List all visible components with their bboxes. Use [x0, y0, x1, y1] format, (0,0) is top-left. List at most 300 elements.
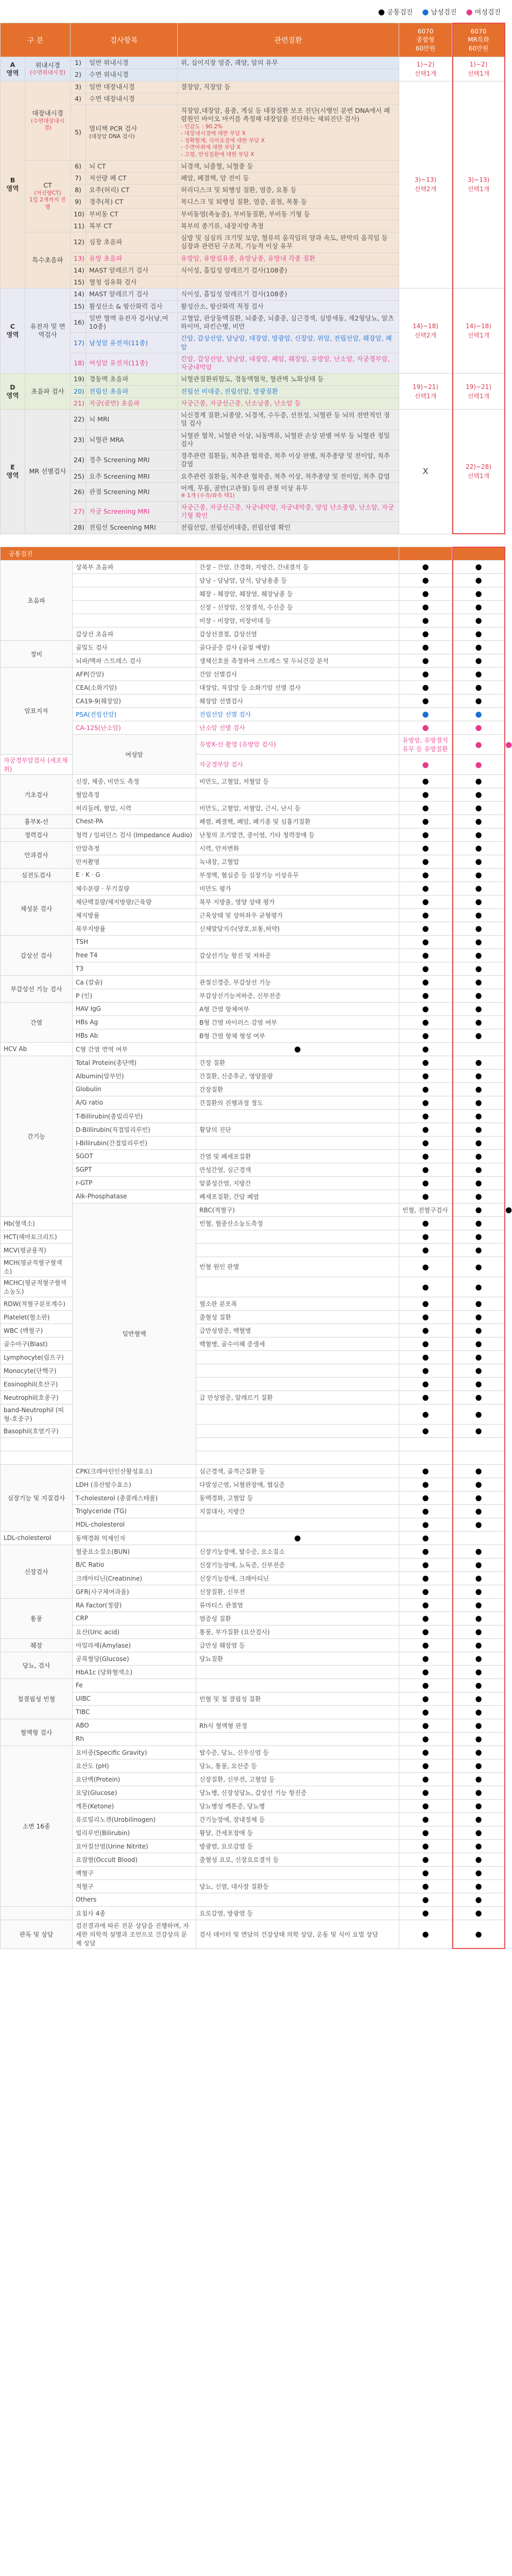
included-dot-icon: ●	[399, 1310, 452, 1324]
included-dot-icon: ●	[452, 1203, 505, 1216]
disease-description: 결장암, 직장암 등	[178, 81, 399, 93]
common-item: 백혈구	[73, 1866, 196, 1879]
disease-description: 간암, 갑상선암, 담낭암, 대장암, 폐암, 췌장암, 유방암, 난소암, 자궁경부암, 자궁내막암	[178, 353, 399, 374]
included-dot-icon: ●	[399, 1377, 452, 1391]
included-dot-icon: ●	[452, 868, 505, 882]
item-name: 요추(허리) CT	[86, 184, 178, 196]
package-1-selection: 1)~2) 선택1개	[399, 57, 452, 81]
table1-row	[1, 410, 505, 430]
disease-description	[178, 277, 399, 289]
common-item: 요산도 (pH)	[73, 1759, 196, 1772]
table2-row	[1, 1826, 505, 1839]
common-disease: 빈혈 및 철 결핍성 질환	[196, 1692, 399, 1705]
included-dot-icon: ●	[452, 1906, 505, 1920]
common-item: 신장, 체중, 비만도 측정	[73, 774, 196, 788]
included-dot-icon: ●	[452, 1585, 505, 1598]
table2-row	[1, 868, 505, 882]
common-disease	[196, 935, 399, 948]
included-dot-icon: ●	[452, 1692, 505, 1705]
included-dot-icon: ●	[452, 640, 505, 654]
table2-row	[1, 1679, 505, 1692]
item-number: 15)	[71, 277, 86, 289]
disease-description: 식이성, 흡입성 알레르기 검사(108종)	[178, 264, 399, 276]
included-dot-icon: ●	[452, 1545, 505, 1558]
included-dot-icon: ●	[399, 1277, 452, 1297]
included-dot-icon: ●	[399, 1638, 452, 1652]
common-disease: 만성간염, 심근경색	[196, 1163, 399, 1176]
included-dot-icon: ●	[452, 681, 505, 694]
group-code: A 영역	[1, 57, 25, 81]
included-dot-icon: ●	[399, 1123, 452, 1136]
table2-row	[1, 1136, 505, 1149]
included-dot-icon: ●	[399, 855, 452, 868]
included-dot-icon: ●	[399, 681, 452, 694]
table2-row	[1, 1812, 505, 1826]
table2-row	[1, 1585, 505, 1598]
included-dot-icon: ●	[399, 1786, 452, 1799]
item-name: 경추 Screening MRI	[86, 450, 178, 471]
included-dot-icon: ●	[452, 1705, 505, 1719]
common-disease: 췌장암 선별검사	[196, 694, 399, 707]
table2-row	[1, 1190, 505, 1203]
common-exam-table	[0, 547, 512, 1949]
common-disease: 급만성 췌장염 등	[196, 1638, 399, 1652]
common-item: 체지방률	[73, 908, 196, 922]
table2-header-row	[1, 547, 505, 560]
disease-description: 경추관련 질환들, 척추관 협착증, 척추 이상 판별, 척추종양 및 전이암, 척추 감염	[178, 450, 399, 471]
common-item: CPK(크레아틴인산활성효소)	[73, 1464, 196, 1478]
package-2-selection: 3)~13) 선택1개	[452, 81, 505, 289]
included-dot-icon: ●	[452, 1123, 505, 1136]
included-dot-icon: ●	[452, 1625, 505, 1638]
common-item: r-GTP	[73, 1176, 196, 1190]
disease-description: 허리디스크 및 퇴행성 질환, 염증, 요통 등	[178, 184, 399, 196]
common-disease: 동맥경화, 고혈압 등	[196, 1491, 399, 1504]
common-category: 통풍	[1, 1598, 73, 1638]
common-disease: 빈혈, 혈중산소농도측정	[196, 1216, 399, 1230]
table2-row	[1, 1082, 505, 1096]
included-dot-icon: ●	[399, 895, 452, 908]
sub-category: 특수초음파	[25, 232, 71, 289]
common-category	[1, 1906, 73, 1920]
common-item: 빌리루빈(Bilirubin)	[73, 1826, 196, 1839]
common-item	[73, 614, 196, 627]
item-number: 19)	[71, 374, 86, 385]
included-dot-icon: ●	[452, 1029, 505, 1042]
included-dot-icon: ●	[452, 1518, 505, 1531]
table2-row	[1, 801, 505, 815]
common-disease: 복부 지방율, 영양 상태 평가	[196, 895, 399, 908]
table2-row	[1, 1893, 505, 1906]
common-category: 간기능	[1, 1056, 73, 1216]
common-disease: 비만도 평가	[196, 882, 399, 895]
common-item: Rh	[73, 1732, 196, 1745]
included-dot-icon: ●	[399, 908, 452, 922]
common-item: GFR(사구체여과율)	[73, 1585, 196, 1598]
common-item: 자궁경부암검사 (세포채취)	[1, 754, 73, 774]
item-name: 복부 CT	[86, 220, 178, 232]
included-dot-icon: ●	[452, 1297, 505, 1310]
table2-row	[1, 1464, 505, 1478]
table1-row	[1, 57, 505, 69]
common-disease: 시력, 안저변화	[196, 841, 399, 855]
common-disease: 염증성 질환	[196, 1612, 399, 1625]
common-disease: 간장 - 간암, 간경화, 지방간, 간내결석 등	[196, 560, 399, 573]
common-item: 체수분량 · 무기질량	[73, 882, 196, 895]
common-item: CEA(소화기암)	[73, 681, 196, 694]
common-item: Albumin(알부민)	[73, 1069, 196, 1082]
included-dot-icon: ●	[452, 935, 505, 948]
table2-row	[1, 1491, 505, 1504]
included-dot-icon: ●	[452, 1558, 505, 1571]
item-number: 18)	[71, 353, 86, 374]
common-category: 철결핍성 빈혈	[1, 1679, 73, 1719]
included-dot-icon: ●	[399, 1056, 452, 1069]
common-item: HAV IgG	[73, 1002, 196, 1015]
item-name: 수면 위내시경	[86, 69, 178, 81]
disease-description: 위, 십이지장 염증, 궤양, 암의 유무	[178, 57, 399, 69]
table2-row	[1, 788, 505, 801]
sub-category: CT (저선량CT) 1일 2개까지 진행	[25, 160, 71, 232]
included-dot-icon: ●	[399, 627, 452, 640]
table2-row	[1, 774, 505, 788]
common-item: 갑상선 초음파	[73, 627, 196, 640]
included-dot-icon: ●	[452, 1879, 505, 1893]
table2-row	[1, 1531, 505, 1545]
common-item: 상복부 초음파	[73, 560, 196, 573]
common-item: Alk-Phosphatase	[73, 1190, 196, 1203]
common-disease: 방광염, 요로감염 등	[196, 1839, 399, 1853]
common-item: A/G ratio	[73, 1096, 196, 1109]
header-item: 검사항목	[71, 23, 178, 57]
included-dot-icon: ●	[452, 1464, 505, 1478]
included-dot-icon: ●	[452, 1015, 505, 1029]
package-1-selection: 3)~13) 선택2개	[399, 81, 452, 289]
included-dot-icon: ●	[399, 1029, 452, 1042]
common-item: UIBC	[73, 1692, 196, 1705]
common-disease: 검사 데이터 및 면담의 건강상태 의학 상담, 운동 및 식이 요법 상담	[196, 1920, 399, 1948]
table2-row	[1, 948, 505, 962]
item-name: 요추 Screening MRI	[86, 470, 178, 482]
common-item: Chest-PA	[73, 815, 196, 828]
item-number: 5)	[71, 105, 86, 161]
common-category: 정력검사	[1, 828, 73, 841]
included-dot-icon: ●	[452, 627, 505, 640]
included-dot-icon: ●	[399, 1598, 452, 1612]
common-disease: 급만성염증, 백혈병	[196, 1324, 399, 1337]
table2-row	[1, 707, 505, 721]
table2-header-p1	[399, 547, 452, 560]
table1-wrap	[0, 23, 505, 534]
item-name: 경추(목) CT	[86, 196, 178, 208]
item-number: 2)	[71, 69, 86, 81]
item-name: MAST 알레르기 검사	[86, 289, 178, 300]
common-item	[1, 1451, 73, 1464]
common-item: 안압측정	[73, 841, 196, 855]
dot-common-icon: ●	[378, 7, 385, 16]
item-name: 일반 위내시경	[86, 57, 178, 69]
common-item: 케톤(Ketone)	[73, 1799, 196, 1812]
item-number: 17)	[71, 333, 86, 353]
included-dot-icon: ●	[452, 573, 505, 587]
item-name: 관절 Screening MRI	[86, 482, 178, 501]
included-dot-icon: ●	[452, 721, 505, 734]
common-disease: 신장 - 신장암, 신장결석, 수신증 등	[196, 600, 399, 614]
included-dot-icon: ●	[452, 815, 505, 828]
common-item: AFP(간암)	[73, 667, 196, 681]
common-item: MCH(평균적혈구혈색소)	[1, 1257, 73, 1277]
included-dot-icon: ●	[399, 1042, 452, 1056]
included-dot-icon: ●	[399, 1745, 452, 1759]
common-item: HCT(헤마토크리트)	[1, 1230, 73, 1243]
included-dot-icon: ●	[399, 1545, 452, 1558]
table1-row	[1, 81, 505, 93]
common-disease: 황달의 진단	[196, 1123, 399, 1136]
table2-row	[1, 935, 505, 948]
included-dot-icon: ●	[452, 962, 505, 975]
common-item: T-Billirubin(총빌리루빈)	[73, 1109, 196, 1123]
included-dot-icon: ●	[399, 935, 452, 948]
table2-row	[1, 841, 505, 855]
item-number: 21)	[71, 397, 86, 409]
included-dot-icon	[452, 1451, 505, 1464]
included-dot-icon: ●	[399, 922, 452, 935]
included-dot-icon: ●	[452, 989, 505, 1002]
common-item: 뇌파/맥파 스트레스 검사	[73, 654, 196, 667]
table2-row	[1, 573, 505, 587]
common-item: 허리둘레, 혈압, 시력	[73, 801, 196, 815]
common-item: D-Billirubin(직접빌리루빈)	[73, 1123, 196, 1136]
disease-description: 요추관련 질환들, 척추관 협착증, 척추 이상, 척추종양 및 전이암, 척추 감염	[178, 470, 399, 482]
table2-row	[1, 587, 505, 600]
table2-row	[1, 1478, 505, 1491]
common-disease	[196, 1377, 399, 1391]
common-item: TSH	[73, 935, 196, 948]
included-dot-icon: ●	[399, 587, 452, 600]
item-name: 뇌혈관 MRA	[86, 430, 178, 450]
item-number: 15)	[71, 300, 86, 312]
included-dot-icon: ●	[399, 1853, 452, 1866]
included-dot-icon: ●	[399, 1866, 452, 1879]
common-item	[73, 573, 196, 587]
common-category: 일반혈액	[73, 1203, 196, 1464]
common-item: 혈압측정	[73, 788, 196, 801]
common-disease	[196, 1109, 399, 1123]
included-dot-icon: ●	[452, 1002, 505, 1015]
included-dot-icon: ●	[452, 1109, 505, 1123]
common-disease: 근육상태 및 상하좌우 균형평가	[196, 908, 399, 922]
common-category: 혈액형 검사	[1, 1719, 73, 1745]
included-dot-icon: ●	[452, 1598, 505, 1612]
common-item: RA Factor(정량)	[73, 1598, 196, 1612]
included-dot-icon: ●	[399, 1337, 452, 1350]
included-dot-icon: ●	[399, 573, 452, 587]
included-dot-icon	[399, 1437, 452, 1451]
common-item: SGPT	[73, 1163, 196, 1176]
package-1-selection: 19)~21) 선택1개	[399, 374, 452, 410]
included-dot-icon: ●	[399, 774, 452, 788]
item-number: 1)	[71, 57, 86, 69]
common-disease: 당뇨, 통풍, 요산증 등	[196, 1759, 399, 1772]
item-number: 28)	[71, 522, 86, 534]
included-dot-icon: ●	[452, 1504, 505, 1518]
item-name: 여성암 유전자(11종)	[86, 353, 178, 374]
common-item: 요산(Uric acid)	[73, 1625, 196, 1638]
included-dot-icon: ●	[452, 1745, 505, 1759]
group-code: D 영역	[1, 374, 25, 410]
item-number: 7)	[71, 172, 86, 184]
table2-row: 여성암 유방X-선 촬영 (유방암 검사) 유방암, 유방결석 유무 등 유방질환 ● ●	[1, 734, 505, 754]
common-item: Others	[73, 1893, 196, 1906]
included-dot-icon: ●	[196, 1531, 399, 1545]
included-dot-icon: ●	[399, 1324, 452, 1337]
included-dot-icon: ●	[399, 1069, 452, 1082]
table2-row	[1, 694, 505, 707]
common-disease: 출혈성 요로, 신장요로결석 등	[196, 1853, 399, 1866]
table2-row	[1, 1163, 505, 1176]
table2-row	[1, 989, 505, 1002]
table2-row	[1, 828, 505, 841]
common-item: 아밀라제(Amylase)	[73, 1638, 196, 1652]
table2-row	[1, 1799, 505, 1812]
disease-description: 전립선 비대증, 전립선암, 방광질환	[178, 385, 399, 397]
table2-row	[1, 1612, 505, 1625]
disease-description: 뇌신경계 질환,뇌종양, 뇌경색, 수두증, 선천성, 뇌혈관 등 뇌의 전반적인 정밀 검사	[178, 410, 399, 430]
included-dot-icon: ●	[452, 1786, 505, 1799]
included-dot-icon: ●	[399, 707, 452, 721]
included-dot-icon: ●	[452, 1491, 505, 1504]
item-number: 11)	[71, 220, 86, 232]
included-dot-icon: ●	[452, 587, 505, 600]
table2-row	[1, 681, 505, 694]
included-dot-icon: ●	[452, 1719, 505, 1732]
package-1-selection: 14)~18) 선택2개	[399, 289, 452, 374]
common-disease: 간염 및 폐세포질환	[196, 1149, 399, 1163]
included-dot-icon: ●	[452, 1478, 505, 1491]
common-disease	[196, 1277, 399, 1297]
item-name: 전립선 초음파	[86, 385, 178, 397]
common-disease: 생체신호를 측정하여 스트레스 및 두뇌건강 분석	[196, 654, 399, 667]
common-item: ABO	[73, 1719, 196, 1732]
sub-category: MR 선별검사	[25, 410, 71, 534]
common-disease: 당뇨질환	[196, 1652, 399, 1665]
included-dot-icon: ●	[399, 1652, 452, 1665]
included-dot-icon: ●	[452, 707, 505, 721]
common-disease	[196, 1732, 399, 1745]
common-disease: 알콜성간염, 지방간	[196, 1176, 399, 1190]
common-disease	[196, 1893, 399, 1906]
sub-category: 초음파 검사	[25, 374, 71, 410]
item-number: 13)	[71, 252, 86, 264]
table2-row	[1, 1029, 505, 1042]
common-category: 심장기능 및 지질검사	[1, 1464, 73, 1531]
included-dot-icon: ●	[399, 1518, 452, 1531]
table1-header-row	[1, 23, 505, 57]
common-item: I-Billirubin(간접빌리루빈)	[73, 1136, 196, 1149]
table2-row	[1, 1042, 505, 1056]
common-disease: 통풍, 부가질환 (요산검사)	[196, 1625, 399, 1638]
included-dot-icon: ●	[399, 1759, 452, 1772]
legend-female-label: 여성검진	[474, 8, 501, 16]
disease-description: 부비동염(축농증), 부비동질환, 부비동 기형 등	[178, 208, 399, 220]
item-number: 9)	[71, 196, 86, 208]
included-dot-icon: ●	[452, 1839, 505, 1853]
included-dot-icon: ●	[452, 1257, 505, 1277]
included-dot-icon: ●	[399, 882, 452, 895]
table2-row	[1, 640, 505, 654]
included-dot-icon: ●	[452, 922, 505, 935]
included-dot-icon: ●	[452, 801, 505, 815]
included-dot-icon: ●	[399, 868, 452, 882]
item-name: 수면 대장내시경	[86, 93, 178, 105]
package-2-selection: 14)~18) 선택1개	[452, 289, 505, 374]
item-number: 23)	[71, 430, 86, 450]
table2-row	[1, 1096, 505, 1109]
table2-row	[1, 1518, 505, 1531]
item-name: 경동맥 초음파	[86, 374, 178, 385]
included-dot-icon: ●	[452, 1163, 505, 1176]
common-item: CRP	[73, 1612, 196, 1625]
dot-male-icon: ●	[422, 7, 429, 16]
included-dot-icon: ●	[399, 1096, 452, 1109]
common-disease: 신장기능장애, 탈수증, 요소질소	[196, 1545, 399, 1558]
common-item: TIBC	[73, 1705, 196, 1719]
common-disease: 대장암, 직장암 등 소화기암 선별 검사	[196, 681, 399, 694]
table2-row	[1, 1719, 505, 1732]
item-name: 전립선 Screening MRI	[86, 522, 178, 534]
included-dot-icon: ●	[399, 1906, 452, 1920]
included-dot-icon: ●	[399, 600, 452, 614]
common-category: 판독 및 상담	[1, 1920, 73, 1948]
included-dot-icon: ●	[399, 1364, 452, 1377]
common-disease	[196, 788, 399, 801]
common-disease: 유방암, 유방결석 유무 등 유방질환	[399, 734, 452, 754]
common-disease: 간기능장애, 장내정체 등	[196, 1812, 399, 1826]
included-dot-icon: ●	[452, 1571, 505, 1585]
item-number: 10)	[71, 208, 86, 220]
included-dot-icon: ●	[399, 1109, 452, 1123]
table2-row	[1, 1692, 505, 1705]
included-dot-icon: ●	[399, 614, 452, 627]
included-dot-icon: ●	[399, 1082, 452, 1096]
included-dot-icon: ●	[399, 1772, 452, 1786]
common-item	[1, 1437, 73, 1451]
common-disease: B형 간염 항체 형성 여부	[196, 1029, 399, 1042]
included-dot-icon: ●	[452, 1324, 505, 1337]
included-dot-icon: ●	[399, 694, 452, 707]
table2-row	[1, 1015, 505, 1029]
included-dot-icon: ●	[452, 1149, 505, 1163]
common-item: Neutrophil(호중구)	[1, 1391, 73, 1404]
included-dot-icon: ●	[452, 908, 505, 922]
sub-category: 위내시경 (수면위내시경)	[25, 57, 71, 81]
included-dot-icon: ●	[399, 1002, 452, 1015]
common-item: 검진결과에 따른 전문 상담을 진행하며, 자세한 의학적 설명과 조언으로 건강상의 문제 상담	[73, 1920, 196, 1948]
table2-row	[1, 1652, 505, 1665]
common-category: 당뇨, 검사	[1, 1652, 73, 1679]
included-dot-icon: ●	[399, 1920, 452, 1948]
included-dot-icon: ●	[399, 1478, 452, 1491]
header-package-1: 6070 종합형 60만원	[399, 23, 452, 57]
included-dot-icon: ●	[399, 841, 452, 855]
item-number: 14)	[71, 264, 86, 276]
common-category: 부갑상선 기능 검사	[1, 975, 73, 1002]
included-dot-icon: ●	[452, 1337, 505, 1350]
sub-category: 유전자 및 면역검사	[25, 289, 71, 374]
included-dot-icon: ●	[399, 815, 452, 828]
included-dot-icon: ●	[452, 1853, 505, 1866]
item-number: 6)	[71, 160, 86, 172]
